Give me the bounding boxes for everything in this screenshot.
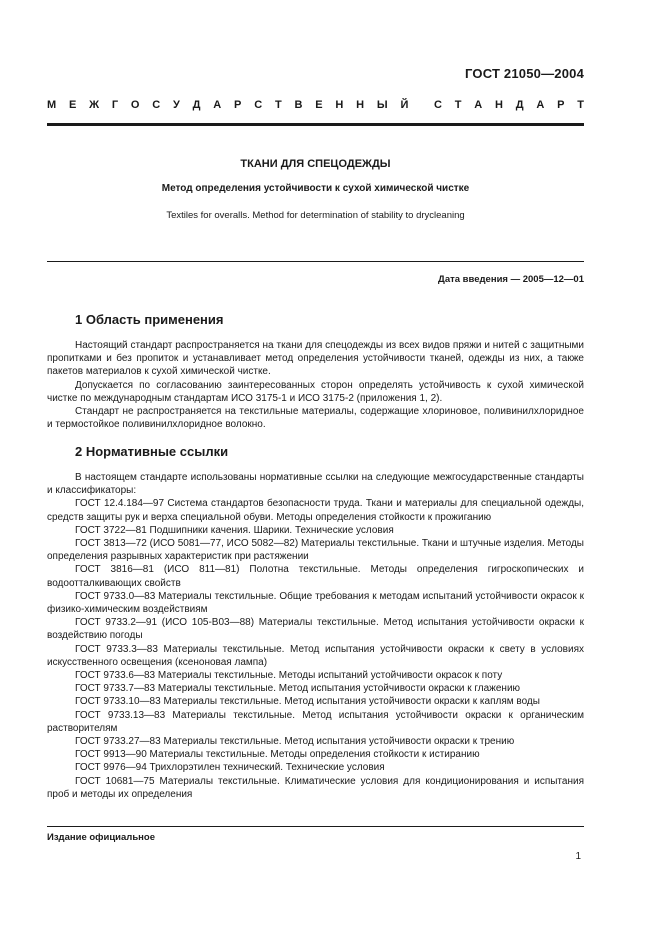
standard-title-english: Textiles for overalls. Method for determination of stability to drycleaning: [166, 210, 465, 221]
standard-title: ТКАНИ ДЛЯ СПЕЦОДЕЖДЫ: [240, 158, 391, 170]
banner-letter: Д: [192, 99, 201, 111]
banner-letter: С: [254, 99, 263, 111]
banner-letter: Ж: [89, 99, 100, 111]
reference-item: ГОСТ 9733.6—83 Материалы текстильные. Методы испытаний устойчивости окрасок к поту: [75, 670, 503, 682]
banner-letter: Й: [400, 99, 409, 111]
section-2-intro: В настоящем стандарте использованы нормативные ссылки на следующие межгосударственные стандарты и классификаторы:: [47, 472, 584, 497]
banner-letter: М: [47, 99, 57, 111]
section-1-body: [47, 339, 584, 431]
official-edition-label: Издание официальное: [47, 832, 155, 843]
section-1-paragraph: Стандарт не распространяется на текстильные материалы, содержащие хлориновое, поливинилхлоридное и термостойкое поливинилхлоридное волокно.: [47, 406, 584, 431]
banner-letter: Г: [111, 99, 119, 111]
section-2-heading: 2 Нормативные ссылки: [75, 444, 229, 459]
reference-item: ГОСТ 12.4.184—97 Система стандартов безопасности труда. Ткани и материалы для специальной одежды, средств защиты рук и верха специальной обуви. Методы определения стойкости к прожиганию: [47, 498, 584, 523]
interstate-standard-banner: [47, 99, 584, 111]
reference-item: ГОСТ 3816—81 (ИСО 811—81) Полотна текстильные. Методы определения гигроскопических и водоотталкивающих свойств: [47, 564, 584, 589]
reference-item: ГОСТ 9733.7—83 Материалы текстильные. Метод испытания устойчивости окраски к глажению: [75, 683, 521, 695]
banner-letter: Е: [315, 99, 323, 111]
page-number: 1: [575, 851, 581, 862]
banner-letter: Н: [494, 99, 503, 111]
reference-item: ГОСТ 9733.13—83 Материалы текстильные. Метод испытания устойчивости окраски к органическим растворителям: [47, 709, 584, 734]
reference-item: ГОСТ 9733.3—83 Материалы текстильные. Метод испытания устойчивости окраски к свету в условиях искусственного освещения (ксеноновая лампа): [47, 643, 584, 668]
reference-item: ГОСТ 9733.10—83 Материалы текстильные. Метод испытания устойчивости окраски к каплям воды: [75, 696, 540, 708]
reference-item: ГОСТ 9733.27—83 Материалы текстильные. Метод испытания устойчивости окраски к трению: [75, 736, 515, 748]
banner-letter: Н: [356, 99, 365, 111]
gost-number: ГОСТ 21050—2004: [465, 66, 584, 81]
reference-item: ГОСТ 9733.2—91 (ИСО 105-В03—88) Материалы текстильные. Метод испытания устойчивости окраски к воздействию погоды: [47, 617, 584, 642]
introduction-date: Дата введения — 2005—12—01: [438, 274, 584, 285]
banner-letter: С: [433, 99, 442, 111]
banner-letter: Н: [335, 99, 344, 111]
banner-letter: У: [173, 99, 180, 111]
standard-subtitle: Метод определения устойчивости к сухой химической чистке: [161, 183, 470, 194]
reference-item: ГОСТ 3722—81 Подшипники качения. Шарики. Технические условия: [75, 524, 394, 536]
banner-letter: А: [213, 99, 222, 111]
banner-letter: Т: [454, 99, 462, 111]
reference-item: ГОСТ 3813—72 (ИСО 5081—77, ИСО 5082—82) Материалы текстильные. Ткани и штучные изделия. Методы определения разрывных характеристик при растяжении: [47, 538, 584, 563]
banner-letter: Р: [557, 99, 565, 111]
reference-item: ГОСТ 9913—90 Материалы текстильные. Методы определения стойкости к истиранию: [75, 749, 480, 761]
banner-letter: А: [536, 99, 545, 111]
banner-letter: С: [152, 99, 161, 111]
reference-item: ГОСТ 9976—94 Трихлорэтилен технический. Технические условия: [75, 762, 385, 774]
section-2-body: [47, 471, 584, 801]
reference-item: ГОСТ 10681—75 Материалы текстильные. Климатические условия для кондиционирования и испытания проб и методы их определения: [47, 775, 584, 800]
banner-letter: А: [474, 99, 483, 111]
banner-letter: Ы: [376, 99, 388, 111]
banner-letter: Е: [68, 99, 77, 111]
banner-letter: Т: [274, 99, 282, 111]
banner-letter: Т: [577, 99, 584, 111]
title-rule: [47, 261, 584, 262]
banner-letter: В: [294, 99, 303, 111]
banner-letter: Д: [515, 99, 524, 111]
banner-letter: Р: [234, 99, 242, 111]
section-1-paragraph: Настоящий стандарт распространяется на ткани для спецодежды из всех видов пряжи и нитей с защитными пропитками и без пропиток и устанавливает метод определения устойчивости тканей, одежды из них, а также пакетов материалов к сухой химической чистке.: [47, 340, 584, 378]
footer-rule: [47, 826, 584, 827]
section-1-paragraph: Допускается по согласованию заинтересованных сторон определять устойчивость к сухой химической чистке по международным стандартам ИСО 3175-1 и ИСО 3175-2 (приложения 1, 2).: [47, 379, 584, 404]
section-1-heading: 1 Область применения: [75, 312, 224, 327]
banner-letter: О: [130, 99, 140, 111]
reference-item: ГОСТ 9733.0—83 Материалы текстильные. Общие требования к методам испытаний устойчивости окрасок к физико-химическим воздействиям: [47, 590, 584, 616]
header-rule: [47, 123, 584, 126]
